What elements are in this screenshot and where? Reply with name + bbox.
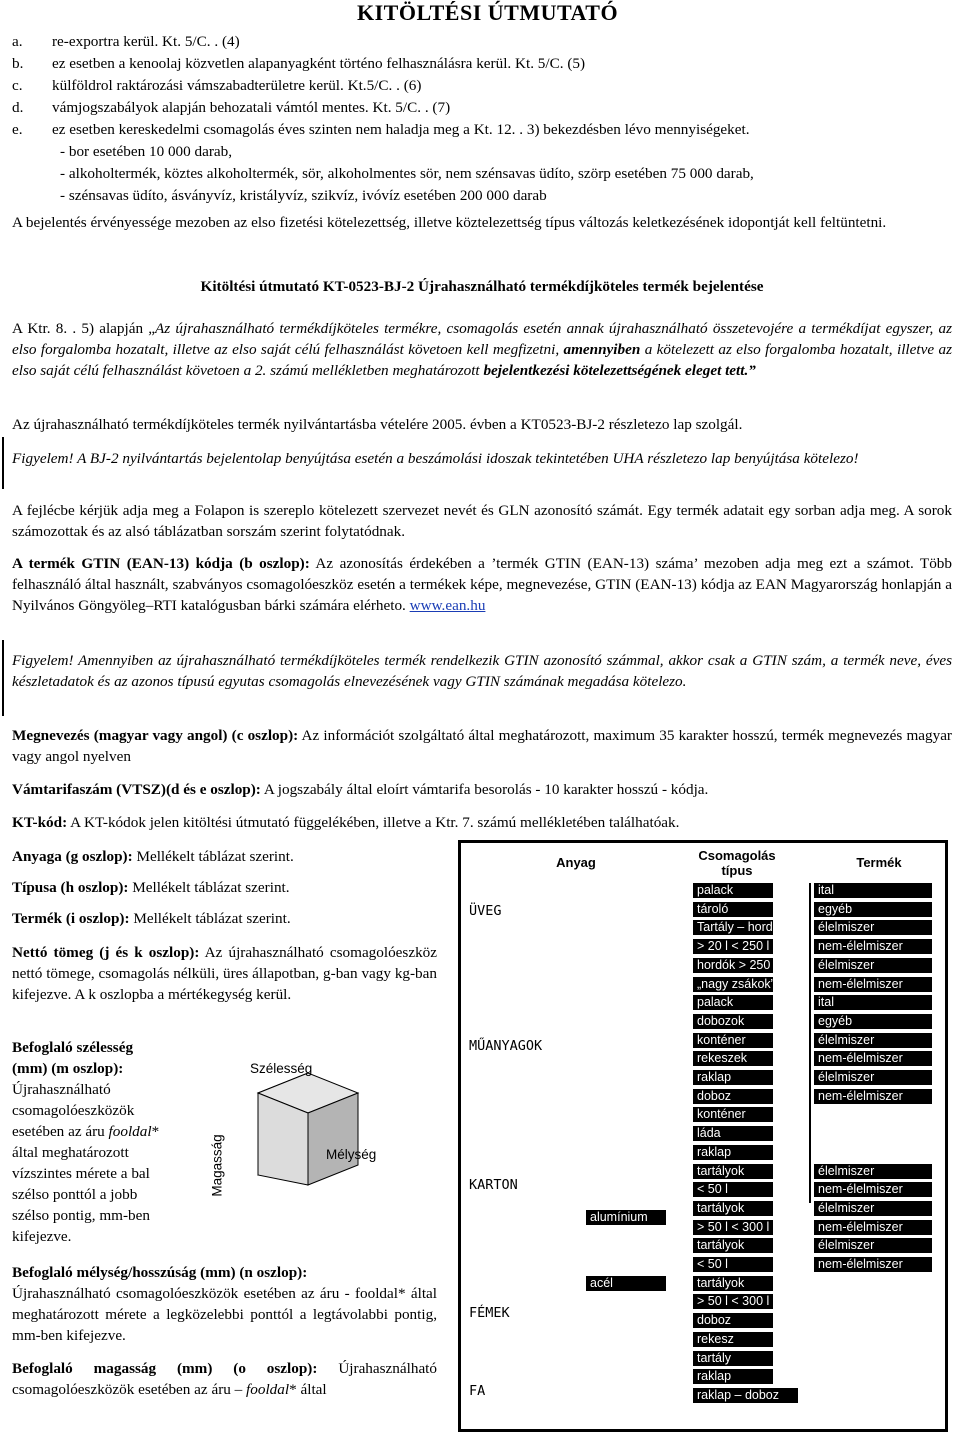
list-item [12, 97, 952, 119]
netto-paragraph [12, 942, 437, 1005]
type-cell: tartályok [693, 1164, 773, 1179]
page-title: KITÖLTÉSI ÚTMUTATÓ [357, 0, 619, 25]
type-cell: rekesz [693, 1332, 773, 1347]
category-uveg: ÜVEG [469, 903, 502, 919]
validity-paragraph: A bejelentés érvényessége mezoben az elso fizetési kötelezettség, illetve köztelezettség típus változás keletkezésének idopontját kell feltüntetni. [12, 214, 887, 231]
product-cell: élelmiszer [814, 1033, 932, 1048]
name-paragraph [12, 725, 952, 767]
mag-text: Újrahasználható csomagolóeszközök esetében az áru – [12, 1360, 437, 1398]
product-cell: nem-élelmiszer [814, 977, 932, 992]
mag-label: Befoglaló magasság (mm) (o oszlop): [12, 1360, 318, 1377]
vtsz-paragraph [12, 779, 952, 800]
product-cell: nem-élelmiszer [814, 1220, 932, 1235]
category-muanyag: MŰANYAGOK [469, 1038, 543, 1054]
tipusa-label: Típusa (h oszlop): [12, 879, 129, 896]
szel-star: * [151, 1123, 160, 1140]
ean-link[interactable]: www.ean.hu [409, 597, 486, 614]
category-femek: FÉMEK [469, 1305, 510, 1321]
tipusa-text: Mellékelt táblázat szerint. [128, 879, 290, 896]
exemption-list [12, 31, 952, 207]
box-drawing [208, 1055, 438, 1205]
margin-bar [2, 437, 4, 489]
vtsz-label: Vámtarifaszám (VTSZ)(d és e oszlop): [12, 781, 261, 798]
product-cell: nem-élelmiszer [814, 1182, 932, 1197]
law-italic-1: Az újrahasználható termékdíjköteles termékre, csomagolás esetén annak újrahasználható összetevojére a termékdíjat egyszer, az elso forgalomba hozatalt, illetve az elso saját célú felhasználást követoen kell megfizetni, [12, 320, 952, 358]
type-cell: dobozok [693, 1014, 773, 1029]
product-cell: nem-élelmiszer [814, 1089, 932, 1104]
name-text: Az információt szolgáltató által meghatározott, maximum 35 karakter hosszú, termék megnevezés magyar vagy angol nyelven [12, 727, 952, 765]
product-cell: nem-élelmiszer [814, 1051, 932, 1066]
type-cell: > 20 l < 250 l [693, 939, 773, 954]
type-cell: raklap – doboz [693, 1388, 798, 1403]
height-label: Magasság [209, 1134, 225, 1197]
name-label: Megnevezés (magyar vagy angol) (c oszlop): [12, 727, 299, 744]
mely-text: Újrahasználható csomagolóeszközök esetében az áru - fooldal* által meghatározott mérete a legközelebbi ponttól a legtávolabbi pontig, mm-ben kifejezve. [12, 1285, 437, 1344]
szel-line: kifejezve. [12, 1228, 72, 1245]
subcat-aluminium: alumínium [586, 1210, 666, 1225]
list-text: vámjogszabályok alapján behozatali vámtól mentes. Kt. 5/C. . (7) [52, 99, 451, 116]
list-item [12, 53, 952, 75]
width-label: Szélesség [250, 1061, 313, 1076]
law-bold-1: amennyiben [563, 341, 641, 358]
type-cell: konténer [693, 1033, 773, 1048]
material-table [458, 840, 948, 1432]
list-letter: b. [12, 55, 24, 72]
type-cell: raklap [693, 1369, 773, 1384]
mag-tail: * által [289, 1381, 327, 1398]
margin-bar [2, 640, 4, 716]
termek-label: Termék (i oszlop): [12, 910, 130, 927]
type-cell: tartályok [693, 1276, 773, 1291]
type-cell: tartály [693, 1351, 773, 1366]
gtin-text: Az azonosítás érdekében a ’termék GTIN (EAN-13) száma’ mezoben adja meg ezt a számot. Több felhasználó által használt, szabványos csomagolóeszköz esetén a termékek képe, megnevezése, GTIN (EAN-13) kódja az EAN Magyarország honlapján a Nyilvános Göngyöleg–RTI katalógusban bárki számára elérheto. [12, 555, 952, 614]
list-item [12, 31, 952, 53]
law-bold-2: bejelentkezési kötelezettségének eleget tett.” [483, 362, 756, 379]
type-cell: < 50 l [693, 1182, 773, 1197]
type-cell: „nagy zsákok” [693, 977, 773, 992]
anyag-label: Anyaga (g oszlop): [12, 848, 133, 865]
category-karton: KARTON [469, 1177, 518, 1193]
netto-label: Nettó tömeg (j és k oszlop): [12, 944, 200, 961]
type-cell: palack [693, 995, 773, 1010]
anyag-paragraph [12, 846, 437, 867]
melyseg-paragraph [12, 1262, 437, 1346]
type-cell: Tartály – hordó [693, 920, 773, 935]
sublist-item: - bor esetében 10 000 darab, [60, 143, 233, 160]
product-cell: élelmiszer [814, 1238, 932, 1253]
type-cell: hordók > 250 l [693, 958, 773, 973]
product-cell: nem-élelmiszer [814, 1257, 932, 1272]
type-cell: tartályok [693, 1201, 773, 1216]
ktkod-paragraph [12, 812, 952, 833]
szel-fooldal: fooldal [108, 1123, 152, 1140]
list-text: ez esetben a kenoolaj közvetlen alapanyagként történo felhasználásra kerül. Kt. 5/C. (5) [52, 55, 586, 72]
szel-line: szélso pontig, mm-ben [12, 1207, 150, 1224]
depth-label: Mélység [326, 1147, 377, 1162]
warning-text-1: Figyelem! A BJ-2 nyilvántartás bejelentolap benyújtása esetén a beszámolási idoszak tekintetében UHA részletezo lap benyújtása kötelezo! [12, 450, 859, 467]
type-cell: < 50 l [693, 1257, 773, 1272]
ktkod-text: A KT-kódok jelen kitöltési útmutató függelékében, illetve a Ktr. 7. számú mellékletében találhatóak. [67, 814, 680, 831]
list-item [12, 75, 952, 97]
type-cell: doboz [693, 1313, 773, 1328]
type-cell: láda [693, 1126, 773, 1141]
vtsz-text: A jogszabály által eloírt vámtarifa besorolás - 10 karakter hosszú - kódja. [260, 781, 709, 798]
szel-line: csomagolóeszközök [12, 1102, 135, 1119]
szel-line: Újrahasználható [12, 1081, 111, 1098]
list-text: külföldrol raktározási vámszabadterületre kerül. Kt.5/C. . (6) [52, 77, 422, 94]
warning-text-2: Figyelem! Amennyiben az újrahasználható termékdíjköteles termék rendelkezik GTIN azonosító számmal, akkor csak a GTIN szám, a termék neve, éves készletadatok és az azonos típusú egyutas csomagolás elnevezésének vagy GTIN számának megadása kötelezo. [12, 652, 952, 690]
product-cell: élelmiszer [814, 920, 932, 935]
type-cell: rekeszek [693, 1051, 773, 1066]
szelesseg-paragraph [12, 1037, 212, 1247]
gtin-paragraph [12, 553, 952, 616]
szel-line: vízszintes mérete a bal [12, 1165, 150, 1182]
product-cell: egyéb [814, 1014, 932, 1029]
product-cell: élelmiszer [814, 1201, 932, 1216]
product-cell: élelmiszer [814, 1070, 932, 1085]
szel-label-2: (mm) (m oszlop): [12, 1060, 124, 1077]
type-cell: > 50 l < 300 l [693, 1294, 773, 1309]
product-cell: nem-élelmiszer [814, 939, 932, 954]
table-divider [809, 883, 811, 1203]
type-cell: palack [693, 883, 773, 898]
szel-line: szélso ponttól a jobb [12, 1186, 138, 1203]
sublist-item: - szénsavas üdíto, ásványvíz, kristályvíz, szikvíz, ivóvíz esetében 200 000 darab [60, 187, 547, 204]
type-cell: tároló [693, 902, 773, 917]
tipusa-paragraph [12, 877, 437, 898]
szel-line: által meghatározott [12, 1144, 129, 1161]
type-cell: raklap [693, 1070, 773, 1085]
szel-line: esetében az áru [12, 1123, 109, 1140]
list-item [12, 119, 952, 141]
netto-text: Az újrahasználható csomagolóeszköz nettó tömege, csomagolás nélküli, üres állapotban, g-ban vagy kg-ban kifejezve. A k oszlopba a mértékegység kerül. [12, 944, 438, 1003]
type-cell: doboz [693, 1089, 773, 1104]
list-letter: d. [12, 99, 24, 116]
section-title: Kitöltési útmutató KT-0523-BJ-2 Újrahasználható termékdíjköteles termék bejelentése [200, 278, 764, 295]
product-cell: élelmiszer [814, 1164, 932, 1179]
magassag-paragraph [12, 1358, 437, 1400]
registry-paragraph: Az újrahasználható termékdíjköteles termék nyilvántartásba vételére 2005. évben a KT0523-BJ-2 részletezo lap szolgál. [12, 416, 743, 433]
gtin-label: A termék GTIN (EAN-13) kódja (b oszlop): [12, 555, 310, 572]
law-paragraph [12, 318, 952, 381]
type-cell: > 50 l < 300 l [693, 1220, 773, 1235]
header-termek: Termék [856, 855, 902, 870]
termek-text: Mellékelt táblázat szerint. [129, 910, 291, 927]
list-text: re-exportra kerül. Kt. 5/C. . (4) [52, 33, 240, 50]
law-prefix: A Ktr. 8. . 5) alapján „ [12, 320, 156, 337]
szel-label-1: Befoglaló szélesség [12, 1039, 134, 1056]
anyag-text: Mellékelt táblázat szerint. [132, 848, 294, 865]
type-cell: raklap [693, 1145, 773, 1160]
product-cell: egyéb [814, 902, 932, 917]
type-cell: tartályok [693, 1238, 773, 1253]
header-anyag: Anyag [556, 855, 596, 870]
sublist-item: - alkoholtermék, köztes alkoholtermék, sör, alkoholmentes sör, nem szénsavas üdíto, szörp esetében 75 000 darab, [60, 165, 754, 182]
subcat-acel: acél [586, 1276, 666, 1291]
list-letter: a. [12, 33, 23, 50]
list-letter: e. [12, 121, 23, 138]
product-cell: élelmiszer [814, 958, 932, 973]
product-cell: ital [814, 883, 932, 898]
ktkod-label: KT-kód: [12, 814, 68, 831]
mely-label: Befoglaló mélység/hosszúság (mm) (n oszlop): [12, 1264, 308, 1281]
warning-paragraph-1 [12, 448, 952, 469]
category-fa: FA [469, 1383, 486, 1399]
list-letter: c. [12, 77, 23, 94]
list-text: ez esetben kereskedelmi csomagolás éves szinten nem haladja meg a Kt. 12. . 3) bekezdésben lévo mennyiségeket. [52, 121, 750, 138]
warning-paragraph-2 [12, 650, 952, 692]
product-cell: ital [814, 995, 932, 1010]
termek-paragraph [12, 908, 437, 929]
header-paragraph: A fejlécbe kérjük adja meg a Folapon is szereplo kötelezett szervezet nevét és GLN azonosító számát. Egy termék adatait egy sorban adja meg. A sorok számozottak és az alsó táblázatban sorszám szerint folytatódnak. [12, 502, 952, 540]
mag-fooldal: fooldal [246, 1381, 290, 1398]
law-italic-2: a kötelezett az elso forgalomba hozatalt, illetve az elso saját célú felhasználást követoen a 2. számú mellékletben meghatározott [12, 341, 952, 379]
dimension-box-figure [208, 1055, 438, 1205]
header-csomagolas: Csomagolás típus [698, 848, 776, 878]
type-cell: konténer [693, 1107, 773, 1122]
